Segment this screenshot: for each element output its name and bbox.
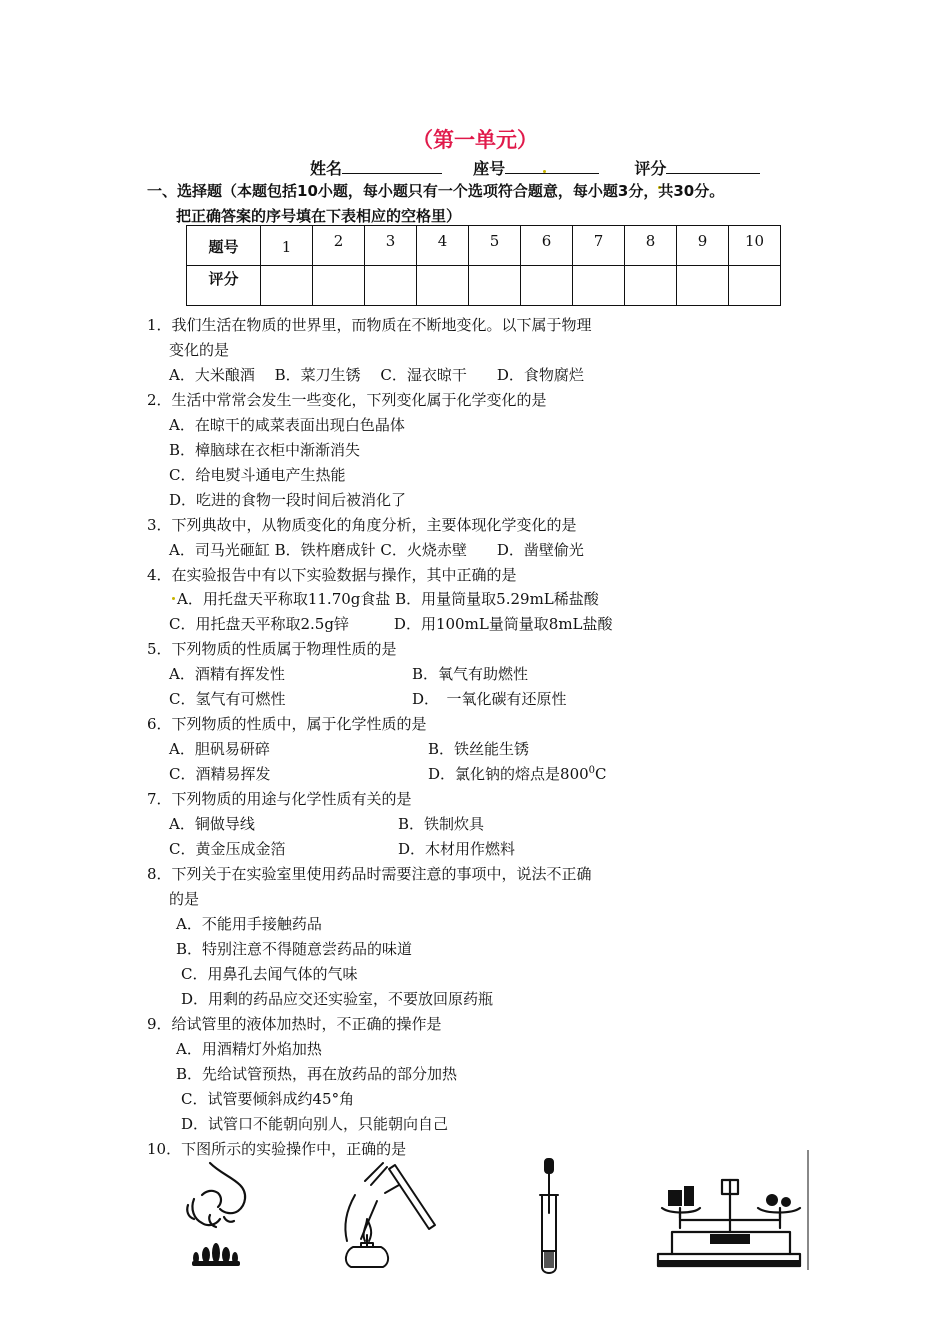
- question-number-cell: 5: [469, 226, 521, 266]
- q4-options-cd: C．用托盘天平称取2.5g锌 D．用100mL量筒量取8mL盐酸: [169, 615, 613, 633]
- table-row-answers: [187, 266, 781, 306]
- answer-cell[interactable]: [729, 266, 781, 306]
- q9-option-c: C．试管要倾斜成约45°角: [181, 1090, 355, 1108]
- stray-dot: [543, 170, 546, 173]
- question-number-cell: 2: [313, 226, 365, 266]
- q3-stem: 3．下列典故中，从物质变化的角度分析，主要体现化学变化的是: [147, 516, 577, 534]
- q7-stem: 7．下列物质的用途与化学性质有关的是: [147, 790, 412, 808]
- answer-cell[interactable]: [625, 266, 677, 306]
- q8-stem: 8．下列关于在实验室里使用药品时需要注意的事项中，说法不正确: [147, 865, 592, 883]
- name-label: 姓名: [310, 159, 343, 178]
- question-number-cell: 7: [573, 226, 625, 266]
- q1-stem-cont: 变化的是: [169, 341, 230, 359]
- question-number-cell: 4: [417, 226, 469, 266]
- q6-option-b: B．铁丝能生锈: [428, 740, 530, 758]
- q8-option-c: C．用鼻孔去闻气体的气味: [181, 965, 358, 983]
- score-blank: [666, 157, 760, 174]
- q5-stem: 5．下列物质的性质属于物理性质的是: [147, 640, 397, 658]
- answer-cell[interactable]: [261, 266, 313, 306]
- answer-cell[interactable]: [469, 266, 521, 306]
- seat-blank: [505, 157, 599, 174]
- answer-cell[interactable]: [365, 266, 417, 306]
- section-heading-line1: 一、选择题（本题包括10小题，每小题只有一个选项符合题意，每小题3分，共30分。: [147, 182, 725, 200]
- stray-dot: [172, 597, 175, 600]
- q4-stem: 4．在实验报告中有以下实验数据与操作，其中正确的是: [147, 566, 517, 584]
- q6-degree-sup: 0: [588, 765, 596, 776]
- test-tube-heating-illustration: [325, 1155, 445, 1275]
- question-number-cell: 9: [677, 226, 729, 266]
- section-heading-line2: 把正确答案的序号填在下表相应的空格里）: [176, 207, 462, 225]
- q9-option-a: A．用酒精灯外焰加热: [176, 1040, 322, 1058]
- q7-option-c: C．黄金压成金箔: [169, 840, 286, 858]
- q5-option-a: A．酒精有挥发性: [169, 665, 285, 683]
- q6-option-d: [428, 763, 607, 784]
- q2-option-c: C．给电熨斗通电产生热能: [169, 466, 346, 484]
- row-label-number: 题号: [187, 226, 261, 266]
- seat-label: 座号: [473, 159, 506, 178]
- q2-option-b: B．樟脑球在衣柜中渐渐消失: [169, 441, 361, 459]
- q5-option-d: D． 一氧化碳有还原性: [412, 690, 567, 708]
- answer-cell[interactable]: [521, 266, 573, 306]
- q1-stem: 1．我们生活在物质的世界里，而物质在不断地变化。以下属于物理: [147, 316, 592, 334]
- page-title: （第一单元）: [412, 128, 538, 152]
- question-number-cell: 8: [625, 226, 677, 266]
- table-row-numbers: [187, 226, 781, 266]
- answer-cell[interactable]: [677, 266, 729, 306]
- row-label-score: 评分: [187, 266, 261, 306]
- q10-stem: 10．下图所示的实验操作中，正确的是: [147, 1140, 407, 1158]
- q9-option-d: D．试管口不能朝向别人，只能朝向自己: [181, 1115, 449, 1133]
- q8-stem-cont: 的是: [169, 890, 200, 908]
- q6-option-a: A．胆矾易研碎: [169, 740, 270, 758]
- hand-over-flame-illustration: [180, 1155, 270, 1270]
- q9-option-b: B．先给试管预热，再在放药品的部分加热: [176, 1065, 458, 1083]
- q7-option-d: D．木材用作燃料: [398, 840, 516, 858]
- q8-option-a: A．不能用手接触药品: [176, 915, 322, 933]
- q7-option-b: B．铁制炊具: [398, 815, 485, 833]
- question-number-cell: 1: [261, 226, 313, 266]
- answer-cell[interactable]: [417, 266, 469, 306]
- q9-stem: 9．给试管里的液体加热时，不正确的操作是: [147, 1015, 442, 1033]
- q5-option-b: B．氧气有助燃性: [412, 665, 529, 683]
- answer-table: [186, 225, 781, 306]
- q6-unit: C: [595, 765, 607, 783]
- score-label: 评分: [634, 159, 667, 178]
- q6-option-d-text: D．氯化钠的熔点是800: [428, 765, 589, 783]
- q2-option-d: D．吃进的食物一段时间后被消化了: [169, 491, 407, 509]
- q2-stem: 2．生活中常常会发生一些变化，下列变化属于化学变化的是: [147, 391, 547, 409]
- q3-options: A．司马光砸缸 B．铁杵磨成针 C．火烧赤壁 D．凿壁偷光: [169, 541, 584, 559]
- q6-stem: 6．下列物质的性质中，属于化学性质的是: [147, 715, 427, 733]
- q2-option-a: A．在晾干的咸菜表面出现白色晶体: [169, 416, 405, 434]
- answer-cell[interactable]: [313, 266, 365, 306]
- q8-option-d: D．用剩的药品应交还实验室，不要放回原药瓶: [181, 990, 494, 1008]
- q4-options-ab: A．用托盘天平称取11.70g食盐 B．用量筒量取5.29mL稀盐酸: [177, 590, 599, 608]
- balance-scale-illustration: [650, 1150, 815, 1270]
- q6-option-c: C．酒精易挥发: [169, 765, 271, 783]
- q1-options: A．大米酿酒 B．菜刀生锈 C．湿衣晾干 D．食物腐烂: [169, 366, 584, 384]
- name-blank: [342, 157, 442, 174]
- student-info-line: [310, 156, 760, 179]
- question-number-cell: 6: [521, 226, 573, 266]
- dropper-in-test-tube-illustration: [530, 1155, 570, 1280]
- q8-option-b: B．特别注意不得随意尝药品的味道: [176, 940, 413, 958]
- question-number-cell: 10: [729, 226, 781, 266]
- question-number-cell: 3: [365, 226, 417, 266]
- q7-option-a: A．铜做导线: [169, 815, 255, 833]
- q5-option-c: C．氢气有可燃性: [169, 690, 286, 708]
- answer-cell[interactable]: [573, 266, 625, 306]
